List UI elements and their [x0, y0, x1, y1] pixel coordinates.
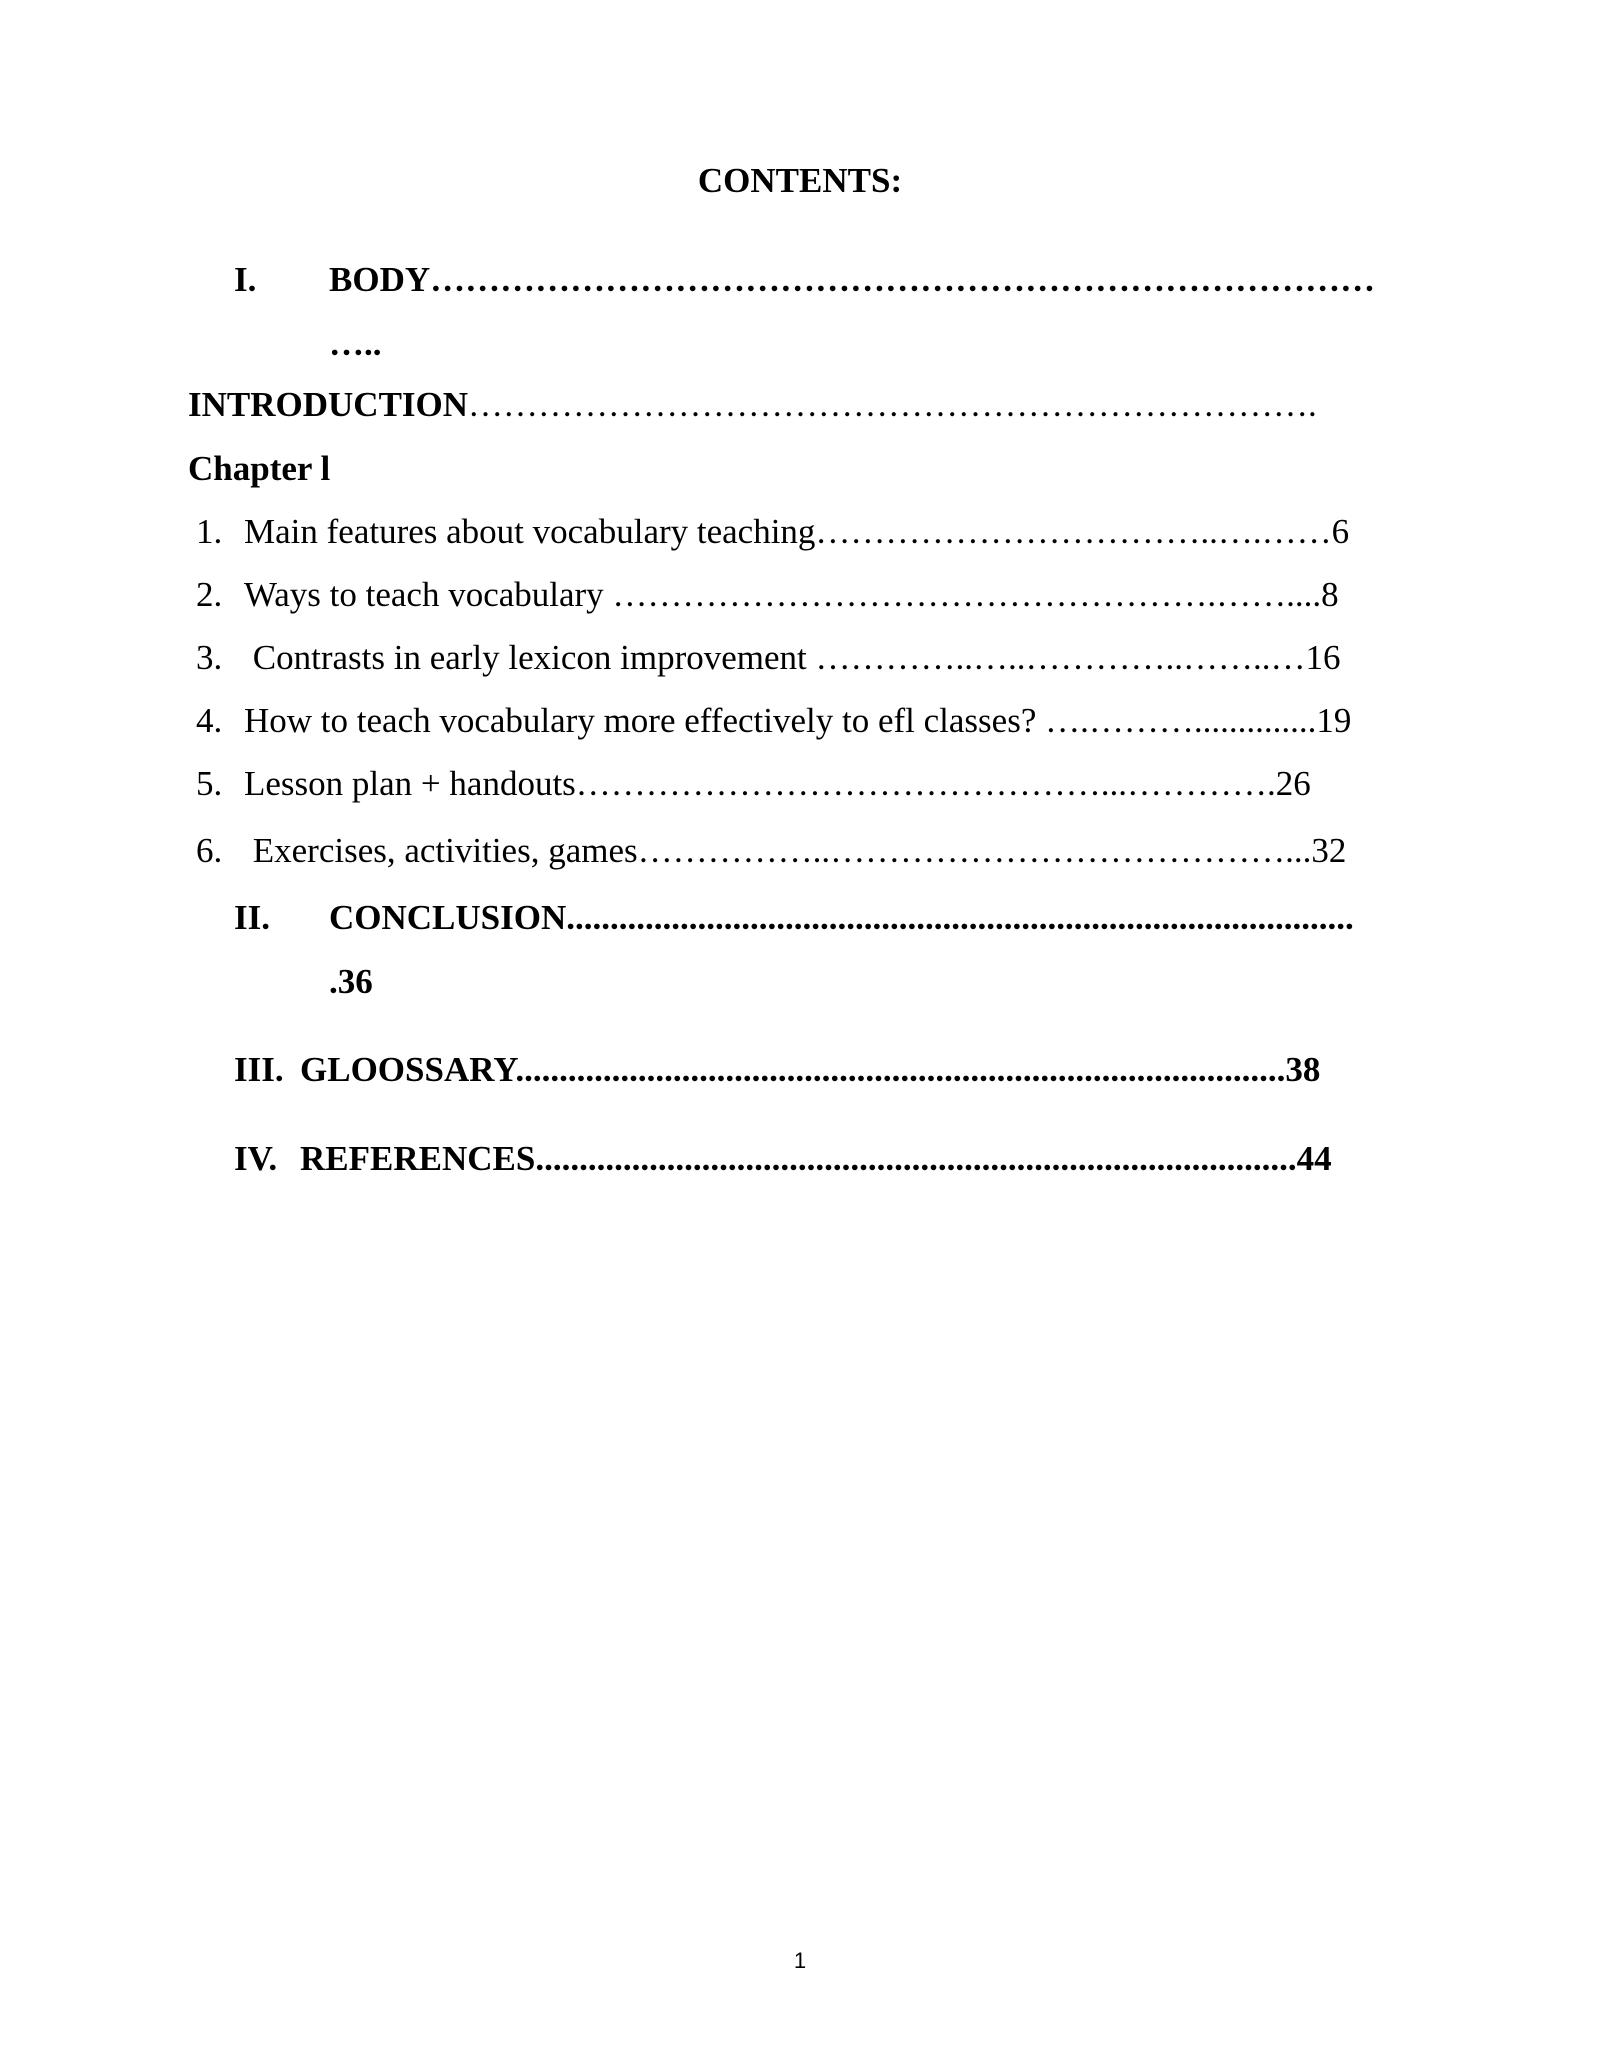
toc-entry-references: [234, 1141, 1332, 1176]
toc-leader: ……………………………………………………………….: [468, 385, 1317, 424]
item-text: Contrasts in early lexicon improvement …………..…..…………..……..…16: [244, 638, 1341, 677]
toc-item: [196, 703, 1351, 738]
item-number: 6.: [196, 831, 223, 870]
toc-item: [196, 766, 1311, 801]
roman-numeral: I.: [234, 260, 257, 299]
item-number: 1.: [196, 512, 223, 551]
roman-numeral: III.: [234, 1050, 284, 1089]
contents-title: CONTENTS:: [697, 161, 903, 200]
toc-entry-introduction: [188, 387, 1317, 422]
item-number: 5.: [196, 764, 223, 803]
roman-numeral: II.: [234, 898, 270, 937]
toc-entry-body-continuation: …..: [329, 324, 382, 363]
toc-item: [196, 514, 1349, 549]
item-text: Exercises, activities, games……………..…………………………………...32: [244, 831, 1347, 870]
toc-entry-conclusion: [234, 900, 1354, 935]
item-number: 4.: [196, 701, 223, 740]
roman-numeral: IV.: [234, 1139, 278, 1178]
toc-entry-label: GLOOSSARY........................................................................................38: [300, 1050, 1321, 1089]
item-number: 3.: [196, 638, 223, 677]
item-text: Ways to teach vocabulary …………………………………………….……....8: [244, 575, 1339, 614]
toc-item: [196, 833, 1346, 868]
item-text: Main features about vocabulary teaching……………………………..….……6: [244, 512, 1350, 551]
toc-item: [196, 640, 1341, 675]
toc-entry-label: REFERENCES.......................................................................................44: [300, 1139, 1332, 1178]
item-text: Lesson plan + handouts………………………………………...………….26: [244, 764, 1311, 803]
item-text: How to teach vocabulary more effectively to efl classes? ….………..............19: [244, 701, 1352, 740]
toc-entry-label: BODY………………………………………………………………………: [329, 260, 1376, 299]
toc-entry-glossary: [234, 1052, 1320, 1087]
toc-item: [196, 577, 1339, 612]
toc-entry-conclusion-continuation: .36: [329, 962, 373, 1001]
chapter-heading: Chapter l: [188, 449, 331, 488]
toc-entry-label: CONCLUSION..........................................................................................: [329, 898, 1354, 937]
toc-entry-label: INTRODUCTION: [188, 385, 469, 424]
toc-entry-body: [234, 262, 1375, 297]
item-number: 2.: [196, 575, 223, 614]
page-number: 1: [793, 1948, 807, 1973]
